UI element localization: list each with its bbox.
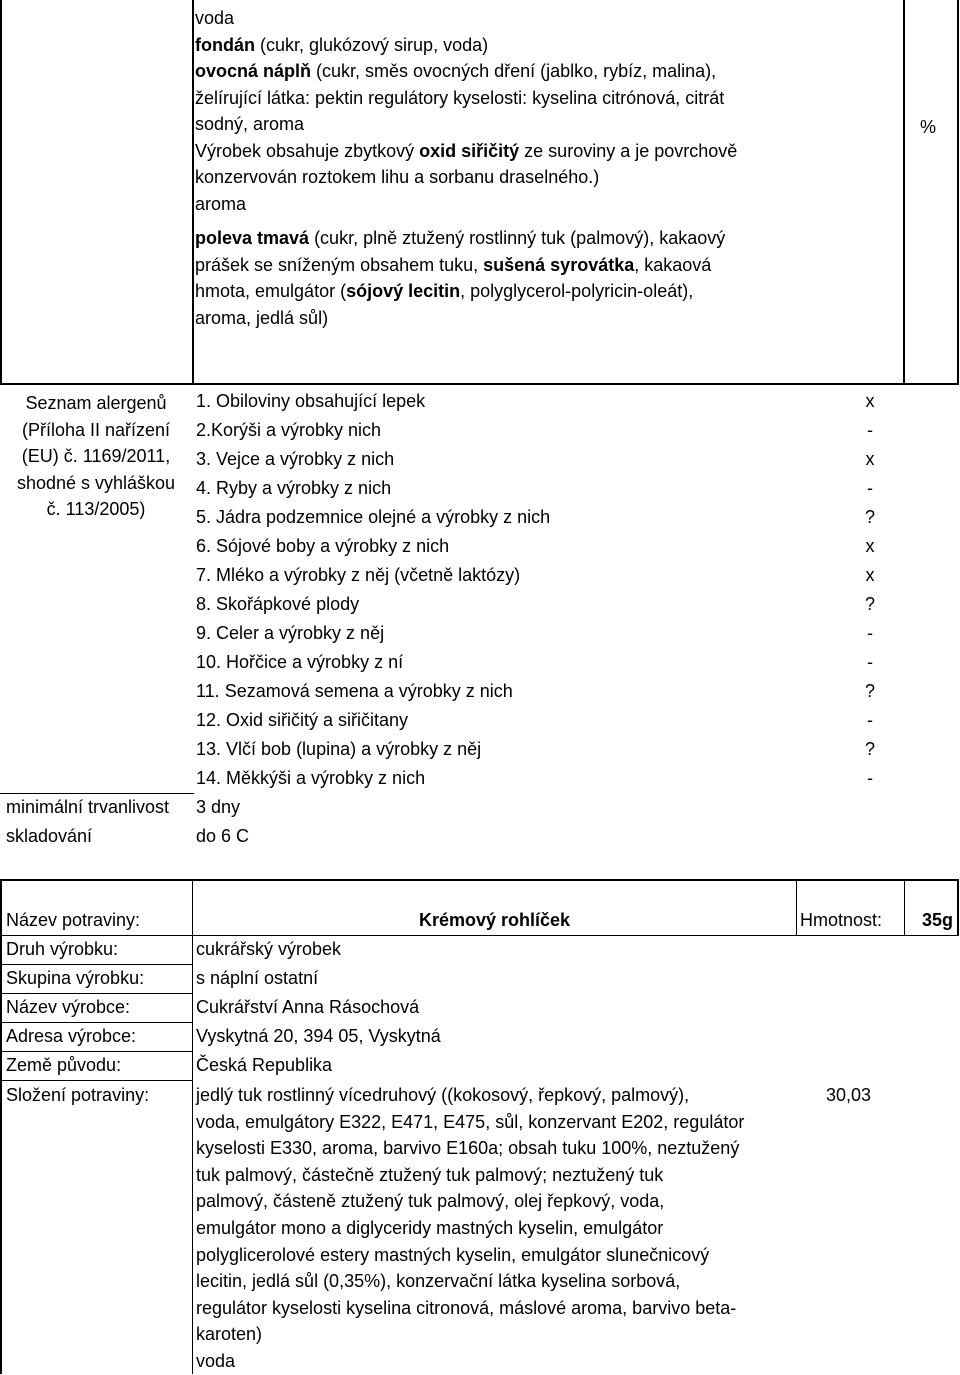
top-bottom-border bbox=[0, 383, 959, 385]
allergen-item-mark: ? bbox=[864, 681, 875, 701]
ingredient-line bbox=[195, 305, 795, 332]
percent-header: % bbox=[920, 117, 937, 137]
top-col-divider bbox=[192, 0, 194, 384]
ingredient-text: ze suroviny a je povrchově bbox=[519, 140, 738, 161]
ingredients-block-2 bbox=[195, 225, 795, 331]
product-row-value: s náplní ostatní bbox=[196, 968, 319, 988]
ingredient-line bbox=[195, 138, 795, 165]
product-row-label: Skupina výrobku: bbox=[6, 968, 145, 988]
allergen-item-name: 3. Vejce a výrobky z nich bbox=[196, 449, 395, 469]
allergen-item-name: 11. Sezamová semena a výrobky z nich bbox=[196, 681, 513, 701]
ingredient-line bbox=[195, 5, 795, 32]
ingredient-allergen-bold: ovocná náplň bbox=[195, 61, 312, 81]
allergen-item-mark: - bbox=[867, 420, 873, 440]
allergen-item-name: 10. Hořčice a výrobky z ní bbox=[196, 652, 404, 672]
ingredient-text: hmota, emulgátor ( bbox=[195, 281, 347, 301]
shelf-life-value: 3 dny bbox=[196, 797, 241, 817]
ingredient-line bbox=[195, 191, 795, 218]
top-right-col-divider bbox=[903, 0, 905, 384]
allergen-item-name: 5. Jádra podzemnice olejné a výrobky z nich bbox=[196, 507, 551, 527]
allergen-item-mark: - bbox=[867, 623, 873, 643]
allergen-item-mark: x bbox=[865, 565, 875, 585]
ingredient-line bbox=[195, 225, 795, 252]
allergen-item-name: 9. Celer a výrobky z něj bbox=[196, 623, 385, 643]
product-row-label: Adresa výrobce: bbox=[6, 1026, 137, 1046]
allergen-item-name: 12. Oxid siřičitý a siřičitany bbox=[196, 710, 409, 730]
allergen-item-mark: x bbox=[865, 449, 875, 469]
composition-line: regulátor kyselosti kyselina citronová, máslové aroma, barvivo beta- bbox=[196, 1297, 737, 1318]
ingredient-text: Výrobek obsahuje zbytkový bbox=[195, 140, 420, 161]
weight-value: 35g bbox=[921, 910, 953, 930]
table2-col-divider bbox=[192, 879, 193, 1374]
composition-line: emulgátor mono a diglyceridy mastných kyselin, emulgátor bbox=[196, 1217, 664, 1238]
ingredient-allergen-bold: fondán bbox=[195, 34, 255, 55]
table2-right-border bbox=[957, 879, 959, 936]
allergen-label bbox=[2, 390, 190, 523]
allergen-item-name: 1. Obiloviny obsahující lepek bbox=[196, 391, 426, 411]
composition-line: voda, emulgátory E322, E471, E475, sůl, konzervant E202, regulátor bbox=[196, 1111, 745, 1132]
ingredient-allergen-bold: sušená syrovátka bbox=[483, 254, 635, 275]
product-row-value: Vyskytná 20, 394 05, Vyskytná bbox=[196, 1026, 441, 1046]
ingredient-text: , polyglycerol-polyricin-oleát), bbox=[460, 281, 694, 301]
ingredient-line bbox=[195, 111, 795, 138]
table2-left-border bbox=[0, 879, 2, 1374]
allergen-item-mark: x bbox=[865, 391, 875, 411]
storage-label: skladování bbox=[6, 826, 93, 846]
top-left-border bbox=[0, 0, 2, 384]
ingredient-text: , kakaová bbox=[634, 254, 712, 275]
allergen-item-name: 13. Vlčí bob (lupina) a výrobky z něj bbox=[196, 739, 482, 759]
allergen-item-name: 14. Měkkýši a výrobky z nich bbox=[196, 768, 426, 788]
product-row-value: Česká Republika bbox=[196, 1055, 333, 1075]
ingredient-text: prášek se sníženým obsahem tuku, bbox=[195, 254, 484, 275]
ingredient-text: konzervován roztokem lihu a sorbanu draselného.) bbox=[195, 167, 600, 187]
ingredient-text: želírující látka: pektin regulátory kyselosti: kyselina citrónová, citrát bbox=[195, 87, 725, 108]
allergen-label-line: shodné s vyhláškou bbox=[16, 472, 176, 493]
top-right-border bbox=[957, 0, 959, 384]
ingredient-line bbox=[195, 252, 795, 279]
ingredient-text: sodný, aroma bbox=[195, 114, 305, 134]
allergen-item-mark: ? bbox=[864, 507, 875, 527]
product-row-value: Cukrářství Anna Rásochová bbox=[196, 997, 420, 1017]
composition-text bbox=[196, 1082, 744, 1375]
product-row-divider bbox=[0, 1080, 193, 1081]
allergen-item-mark: - bbox=[867, 768, 873, 788]
ingredient-text: aroma bbox=[195, 193, 247, 214]
allergen-item-mark: x bbox=[865, 536, 875, 556]
composition-line: lecitin, jedlá sůl (0,35%), konzervační látka kyselina sorbová, bbox=[196, 1271, 681, 1292]
shelf-life-label: minimální trvanlivost bbox=[6, 797, 170, 817]
ingredient-allergen-bold: poleva tmavá bbox=[195, 228, 310, 248]
composition-line: jedlý tuk rostlinný vícedruhový ((kokosový, řepkový, palmový), bbox=[196, 1085, 690, 1105]
allergen-label-line: č. 113/2005) bbox=[46, 499, 146, 519]
composition-line: polyglicerolové estery mastných kyselin, emulgátor slunečnicový bbox=[196, 1244, 710, 1265]
composition-line: tuk palmový, částečně ztužený tuk palmový; neztužený tuk bbox=[196, 1164, 664, 1185]
ingredient-text: (cukr, směs ovocných dření (jablko, rybíz, malina), bbox=[311, 61, 717, 81]
product-name-value: Krémový rohlíček bbox=[418, 910, 571, 930]
storage-value: do 6 C bbox=[196, 826, 250, 846]
allergen-item-name: 7. Mléko a výrobky z něj (včetně laktózy) bbox=[196, 565, 521, 585]
ingredient-line bbox=[195, 164, 795, 191]
table2-weight-divider-a bbox=[796, 879, 797, 936]
allergen-item-name: 8. Skořápkové plody bbox=[196, 594, 360, 614]
allergen-item-mark: - bbox=[867, 652, 873, 672]
product-row-value: cukrářský výrobek bbox=[196, 939, 342, 959]
ingredient-line bbox=[195, 58, 795, 85]
allergen-label-line: (Příloha II nařízení bbox=[21, 419, 171, 440]
allergen-item-name: 6. Sójové boby a výrobky z nich bbox=[196, 536, 450, 556]
product-name-label: Název potraviny: bbox=[6, 910, 141, 930]
composition-label: Složení potraviny: bbox=[6, 1085, 150, 1105]
ingredient-text: (cukr, plně ztužený rostlinný tuk (palmový), kakaový bbox=[309, 228, 726, 248]
product-row-label: Země původu: bbox=[6, 1055, 122, 1075]
composition-percent: 30,03 bbox=[826, 1085, 872, 1105]
composition-line: palmový, částeně ztužený tuk palmový, olej řepkový, voda, bbox=[196, 1191, 665, 1212]
allergen-item-mark: ? bbox=[864, 594, 875, 614]
composition-line: voda bbox=[196, 1350, 236, 1371]
ingredient-line bbox=[195, 278, 795, 305]
product-row-label: Druh výrobku: bbox=[6, 939, 119, 959]
ingredient-allergen-bold: oxid siřičitý bbox=[419, 140, 520, 161]
ingredients-block-1 bbox=[195, 5, 795, 217]
allergen-label-line: Seznam alergenů bbox=[25, 393, 167, 413]
composition-line: karoten) bbox=[196, 1324, 263, 1345]
ingredient-text: (cukr, glukózový sirup, voda) bbox=[255, 34, 489, 55]
composition-line: kyselosti E330, aroma, barvivo E160a; obsah tuku 100%, neztužený bbox=[196, 1138, 740, 1159]
allergen-item-mark: - bbox=[867, 710, 873, 730]
ingredient-text: voda bbox=[195, 8, 235, 28]
allergen-item-mark: ? bbox=[864, 739, 875, 759]
ingredient-line bbox=[195, 32, 795, 59]
ingredient-text: aroma, jedlá sůl) bbox=[195, 307, 329, 328]
allergen-label-line: (EU) č. 1169/2011, bbox=[21, 446, 171, 466]
product-row-label: Název výrobce: bbox=[6, 997, 131, 1017]
ingredient-line bbox=[195, 85, 795, 112]
allergen-item-name: 2.Korýši a výrobky nich bbox=[196, 420, 382, 440]
allergen-item-mark: - bbox=[867, 478, 873, 498]
ingredient-allergen-bold: sójový lecitin bbox=[346, 281, 461, 301]
weight-label: Hmotnost: bbox=[800, 910, 883, 930]
allergen-item-name: 4. Ryby a výrobky z nich bbox=[196, 478, 392, 498]
table2-top-border bbox=[0, 879, 959, 881]
